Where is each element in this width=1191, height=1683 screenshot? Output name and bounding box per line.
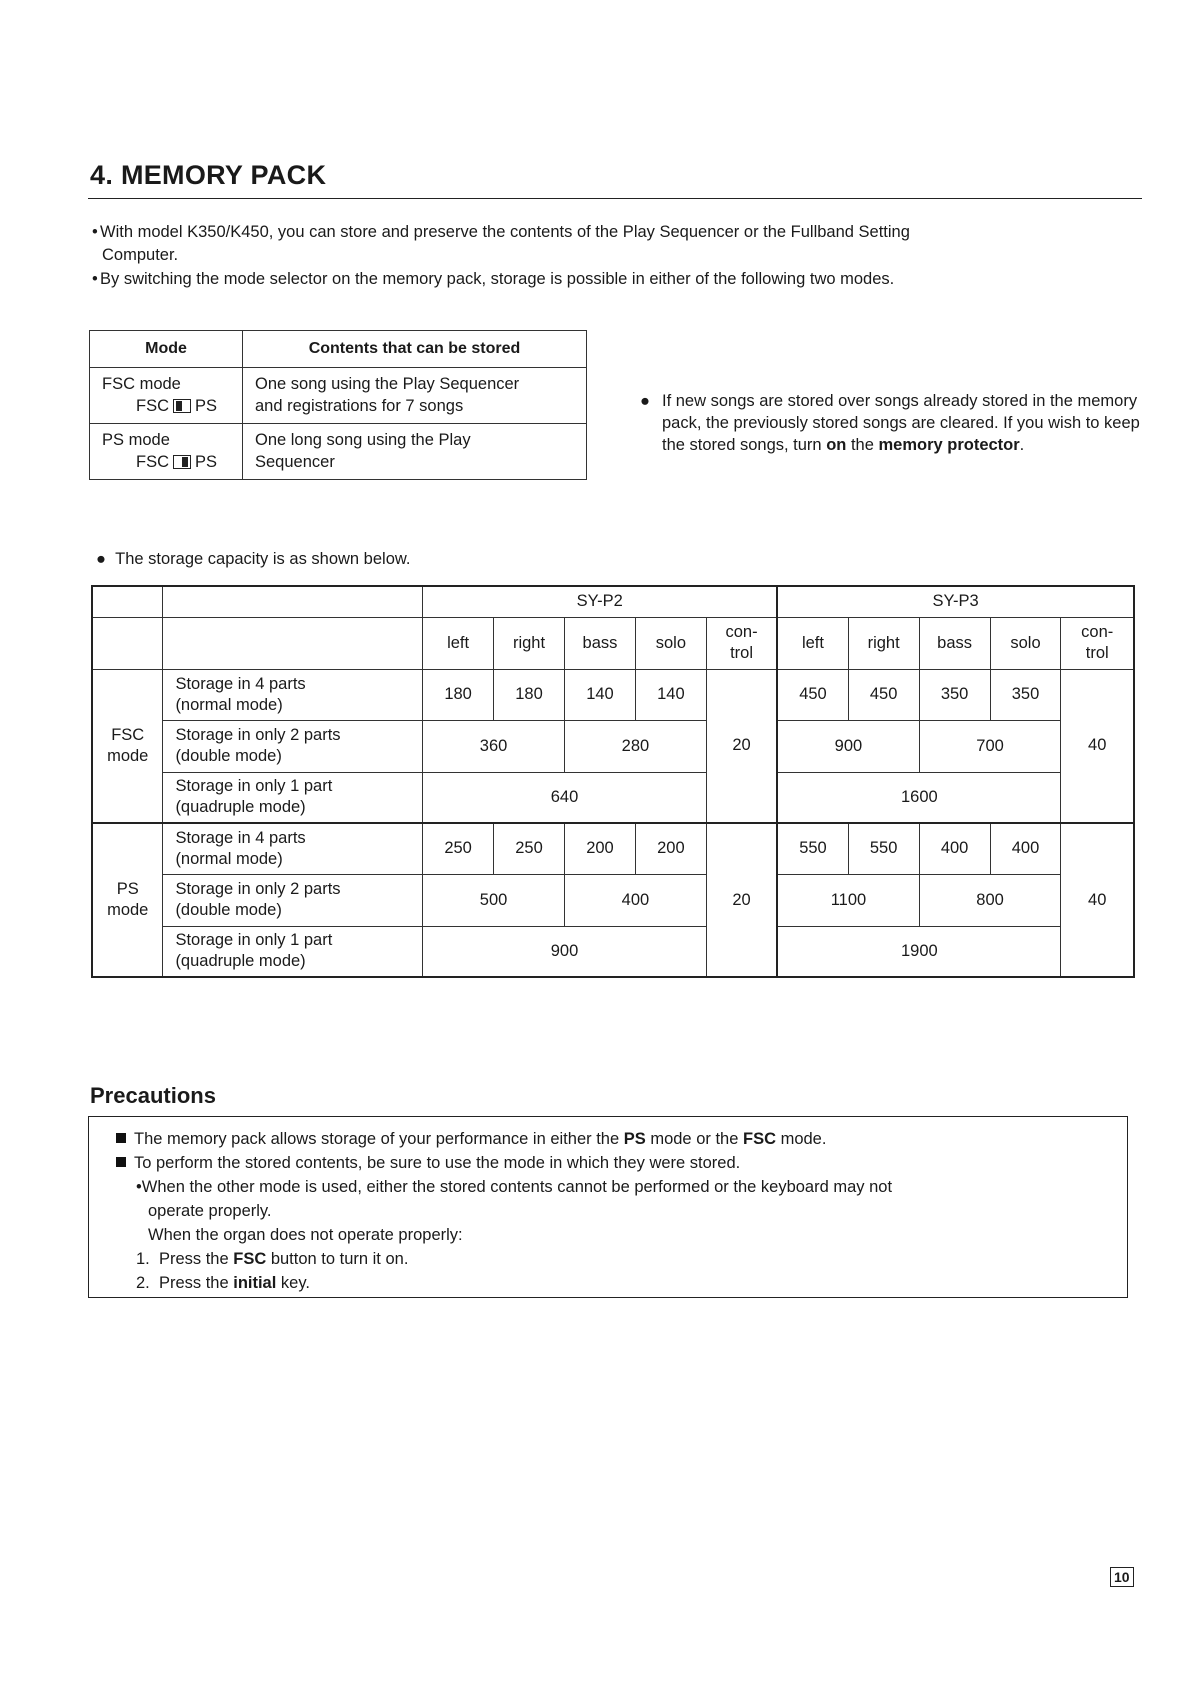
- storage-intro-text: The storage capacity is as shown below.: [115, 550, 411, 568]
- selector-fsc: [102, 395, 232, 417]
- empty-cell: [163, 586, 423, 617]
- value-cell: 900: [423, 926, 707, 977]
- mode-table-header: [90, 331, 587, 368]
- prec-bold: FSC: [742, 1130, 776, 1148]
- prec-bold: FSC: [233, 1250, 267, 1268]
- note-text: the: [846, 436, 879, 454]
- contents-cell-ps: [243, 424, 587, 480]
- note-text: If new songs are stored over songs already stored in the memory pack, the previously stored songs are cleared. If you wish to keep the stored songs, turn: [662, 392, 1140, 454]
- page-number: 10: [1110, 1567, 1134, 1587]
- square-bullet-icon: [116, 1133, 126, 1143]
- value-cell: 140: [635, 669, 706, 720]
- col-control-b: trol: [730, 644, 754, 662]
- row-desc: [163, 926, 423, 977]
- section-number: 4.: [90, 160, 114, 190]
- value-cell: 550: [848, 823, 919, 874]
- precautions-title: Precautions: [90, 1083, 216, 1108]
- prec-bold: PS: [623, 1130, 646, 1148]
- row-desc: [163, 823, 423, 874]
- value-cell: 700: [919, 720, 1061, 772]
- precaution-sub-2: When the organ does not operate properly:: [148, 1226, 463, 1244]
- mode-row-fsc: [90, 368, 587, 424]
- bullet-dot: •: [92, 223, 98, 241]
- square-bullet-icon: [116, 1157, 126, 1167]
- prec-text: Press the: [158, 1274, 234, 1292]
- switch-fsc-icon: [173, 399, 191, 413]
- fsc-quadruple-row: [92, 772, 1134, 823]
- note-bold: on: [826, 436, 847, 454]
- bullet-dot: •: [136, 1178, 142, 1196]
- intro-text-1a: With model K350/K450, you can store and preserve the contents of the Play Sequencer or the Fullband Setting: [100, 223, 910, 241]
- col-control: [706, 617, 777, 669]
- value-cell: 400: [990, 823, 1061, 874]
- empty-cell: [163, 617, 423, 669]
- selector-label-left: FSC: [136, 397, 169, 415]
- precaution-sub-1b: operate properly.: [148, 1202, 272, 1220]
- col-solo: solo: [635, 617, 706, 669]
- desc-line: Storage in only 1 part: [175, 931, 333, 950]
- step-number: 1.: [136, 1250, 150, 1268]
- storage-intro: [96, 550, 410, 569]
- value-cell: 350: [990, 669, 1061, 720]
- value-cell: 350: [919, 669, 990, 720]
- group-header-row: [92, 586, 1134, 617]
- mode-name: FSC: [111, 725, 145, 744]
- desc-line: (quadruple mode): [175, 798, 306, 817]
- desc-line: Storage in only 2 parts: [175, 726, 341, 744]
- value-cell: 1600: [777, 772, 1061, 823]
- col-control-a: con-: [1081, 623, 1114, 641]
- precaution-item-2: [116, 1152, 740, 1175]
- value-cell: 450: [777, 669, 848, 720]
- ps-normal-row: [92, 823, 1134, 874]
- control-cell: 20: [706, 669, 777, 823]
- contents-cell-fsc: [243, 368, 587, 424]
- mode-fsc: [92, 669, 163, 823]
- value-cell: 180: [494, 669, 565, 720]
- column-header-row: [92, 617, 1134, 669]
- precaution-step-2: [136, 1272, 310, 1295]
- contents-line: One long song using the Play: [255, 431, 471, 449]
- empty-cell: [92, 586, 163, 617]
- value-cell: 200: [564, 823, 635, 874]
- col-left: left: [777, 617, 848, 669]
- switch-ps-icon: [173, 455, 191, 469]
- side-note: [642, 390, 1142, 456]
- value-cell: 550: [777, 823, 848, 874]
- prec-text: key.: [276, 1274, 310, 1292]
- contents-line: One song using the Play Sequencer: [255, 375, 520, 393]
- value-cell: 360: [423, 720, 565, 772]
- bullet-dot: ●: [640, 392, 650, 410]
- value-cell: 140: [564, 669, 635, 720]
- desc-line: Storage in only 2 parts: [175, 880, 341, 898]
- empty-cell: [92, 617, 163, 669]
- prec-text: Press the: [158, 1250, 234, 1268]
- mode-name: FSC mode: [102, 375, 181, 393]
- row-desc: [163, 669, 423, 720]
- contents-header: Contents that can be stored: [243, 331, 587, 368]
- row-desc: [163, 772, 423, 823]
- intro-bullet-2: [92, 268, 1092, 291]
- mode-name: PS mode: [102, 431, 170, 449]
- col-bass: bass: [564, 617, 635, 669]
- step-number: 2.: [136, 1274, 150, 1292]
- bullet-dot: ●: [96, 550, 116, 568]
- value-cell: 250: [494, 823, 565, 874]
- desc-line: (normal mode): [175, 849, 283, 868]
- selector-label-right: PS: [195, 397, 218, 415]
- mode-row-ps: [90, 424, 587, 480]
- capacity-table: [91, 585, 1135, 978]
- intro-text-1b: Computer.: [102, 246, 179, 264]
- fsc-double-row: [92, 720, 1134, 772]
- mode-cell-fsc: [90, 368, 243, 424]
- desc-line: (double mode): [175, 901, 282, 919]
- control-cell: 40: [1061, 823, 1134, 977]
- col-solo: solo: [990, 617, 1061, 669]
- prec-bold: initial: [233, 1274, 277, 1292]
- row-desc: [163, 720, 423, 772]
- precaution-sub-1: [136, 1176, 892, 1199]
- col-bass: bass: [919, 617, 990, 669]
- desc-line: Storage in 4 parts: [175, 828, 306, 847]
- value-cell: 280: [564, 720, 706, 772]
- contents-line: Sequencer: [255, 453, 335, 471]
- col-right: right: [848, 617, 919, 669]
- contents-line: and registrations for 7 songs: [255, 397, 464, 415]
- section-title: [90, 160, 326, 191]
- value-cell: 640: [423, 772, 707, 823]
- col-left: left: [423, 617, 494, 669]
- value-cell: 180: [423, 669, 494, 720]
- value-cell: 450: [848, 669, 919, 720]
- mode-header: Mode: [90, 331, 243, 368]
- mode-cell-ps: [90, 424, 243, 480]
- selector-label-left: FSC: [136, 453, 169, 471]
- mode-name: mode: [107, 901, 149, 919]
- desc-line: Storage in only 1 part: [175, 777, 333, 796]
- desc-line: (normal mode): [175, 695, 283, 714]
- desc-line: (quadruple mode): [175, 952, 306, 971]
- mode-table: [89, 330, 587, 480]
- selector-label-right: PS: [195, 453, 218, 471]
- value-cell: 250: [423, 823, 494, 874]
- col-control-a: con-: [725, 623, 758, 641]
- value-cell: 400: [919, 823, 990, 874]
- group-sy-p3: SY-P3: [777, 586, 1134, 617]
- precaution-item-1: [116, 1128, 826, 1151]
- side-note-text: [642, 390, 1142, 456]
- col-control: [1061, 617, 1134, 669]
- selector-ps: [102, 451, 232, 473]
- prec-text: mode.: [775, 1130, 827, 1148]
- ps-quadruple-row: [92, 926, 1134, 977]
- prec-text: The memory pack allows storage of your performance in either the: [134, 1130, 624, 1148]
- value-cell: 1900: [777, 926, 1061, 977]
- col-control-b: trol: [1085, 644, 1109, 662]
- mode-name: mode: [107, 746, 149, 765]
- desc-line: Storage in 4 parts: [175, 674, 306, 693]
- prec-text: button to turn it on.: [266, 1250, 409, 1268]
- prec-text: mode or the: [645, 1130, 743, 1148]
- control-cell: 20: [706, 823, 777, 977]
- value-cell: 500: [423, 874, 565, 926]
- intro-text-2: By switching the mode selector on the memory pack, storage is possible in either of the following two modes.: [100, 270, 895, 288]
- value-cell: 900: [777, 720, 919, 772]
- note-text: .: [1019, 436, 1025, 454]
- value-cell: 1100: [777, 874, 919, 926]
- section-heading: MEMORY PACK: [120, 160, 327, 190]
- title-rule: [88, 198, 1142, 199]
- group-sy-p2: SY-P2: [423, 586, 778, 617]
- intro-bullet-1: [92, 221, 1092, 267]
- desc-line: (double mode): [175, 747, 282, 765]
- control-cell: 40: [1061, 669, 1134, 823]
- precaution-step-1: [136, 1248, 408, 1271]
- col-right: right: [494, 617, 565, 669]
- value-cell: 200: [635, 823, 706, 874]
- row-desc: [163, 874, 423, 926]
- prec-text: When the other mode is used, either the stored contents cannot be performed or the keyboard may not: [141, 1178, 893, 1196]
- fsc-normal-row: [92, 669, 1134, 720]
- note-bold: memory protector: [878, 436, 1020, 454]
- bullet-dot: •: [92, 270, 98, 288]
- mode-ps: [92, 823, 163, 977]
- mode-name: PS: [116, 880, 139, 898]
- value-cell: 800: [919, 874, 1061, 926]
- value-cell: 400: [564, 874, 706, 926]
- ps-double-row: [92, 874, 1134, 926]
- prec-text: To perform the stored contents, be sure to use the mode in which they were stored.: [134, 1154, 741, 1172]
